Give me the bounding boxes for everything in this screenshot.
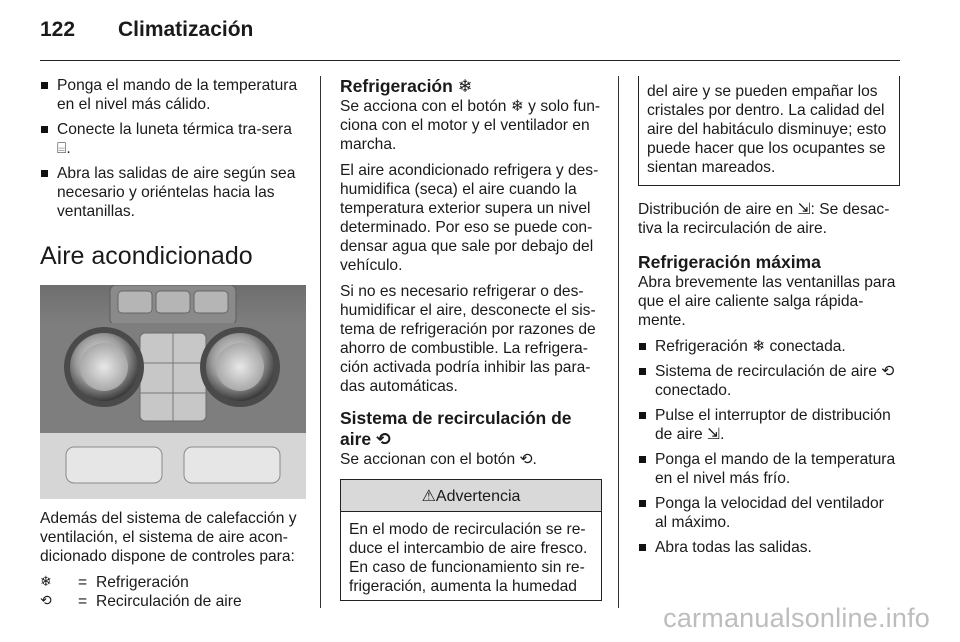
- column-2: [340, 76, 602, 601]
- recirculation-icon: ⟲: [40, 593, 52, 609]
- warning-continuation-text: del aire y se pueden empañar los cristales por dentro. La calidad del aire del habitáculo disminuye; esto puede hacer que los ocupantes se sientan mareados.: [647, 83, 887, 176]
- list-item: Pulse el interruptor de distribución de aire ⇲.: [638, 406, 900, 444]
- paragraph: Se acciona con el botón ❄ y solo fun-ciona con el motor y el ventilador en marcha.: [340, 98, 601, 153]
- page-number: 122: [40, 18, 76, 41]
- legend-label: Recirculación de aire: [96, 593, 242, 610]
- heading-recirculacion: Sistema de recirculación de aire ⟲: [340, 408, 572, 449]
- warning-continuation-box: [638, 76, 900, 186]
- column-1: [40, 76, 306, 611]
- legend-row: [40, 573, 306, 592]
- page-header: [40, 16, 900, 61]
- symbol-legend: [40, 573, 306, 611]
- intro-paragraph: Además del sistema de calefacción y ventilación, el sistema de aire acon-dicionado dispone de controles para:: [40, 510, 297, 565]
- heading-refrigeracion: Refrigeración ❄: [340, 76, 473, 96]
- heading-refrigeracion-maxima: Refrigeración máxima: [638, 252, 821, 272]
- bullet-list-heating: [40, 76, 306, 221]
- paragraph: El aire acondicionado refrigera y des-humidifica (seca) el aire cuando la temperatura exterior supera un nivel determinado. Por eso se puede con-densar agua que sale por debajo del vehículo.: [340, 162, 599, 274]
- list-item: Conecte la luneta térmica tra-sera ⌸.: [40, 120, 306, 158]
- column-3: [638, 76, 900, 563]
- list-item: Ponga la velocidad del ventilador al máximo.: [638, 494, 900, 532]
- watermark: carmanualsonline.info: [663, 603, 930, 633]
- paragraph: Abra brevemente las ventanillas para que el aire caliente salga rápida-mente.: [638, 274, 896, 329]
- warning-box: [340, 479, 602, 601]
- paragraph: Distribución de aire en ⇲: Se desac-tiva la recirculación de aire.: [638, 201, 890, 237]
- list-item: Refrigeración ❄ conectada.: [638, 337, 900, 356]
- list-item: Sistema de recirculación de aire ⟲ conectado.: [638, 362, 900, 400]
- snowflake-icon: ❄: [40, 574, 52, 590]
- list-item: Abra las salidas de aire según sea necesario y oriéntelas hacia las ventanillas.: [40, 164, 306, 221]
- legend-row: [40, 592, 306, 611]
- chapter-title: Climatización: [118, 18, 254, 41]
- climate-control-panel-photo: [40, 285, 306, 499]
- list-item: Ponga el mando de la temperatura en el nivel más cálido.: [40, 76, 306, 114]
- warning-text: En el modo de recirculación se re-duce el intercambio de aire fresco. En caso de funcionamiento sin re-frigeración, aumenta la humedad: [349, 521, 588, 595]
- section-heading-aire-acondicionado: Aire acondicionado: [40, 242, 253, 270]
- legend-equals: =: [78, 574, 88, 591]
- legend-equals: =: [78, 593, 88, 610]
- column-divider-1: [320, 76, 321, 608]
- legend-label: Refrigeración: [96, 574, 189, 591]
- warning-title: ⚠Advertencia: [341, 480, 601, 512]
- paragraph: Se accionan con el botón ⟲.: [340, 451, 537, 468]
- list-item: Ponga el mando de la temperatura en el nivel más frío.: [638, 450, 900, 488]
- list-item: Abra todas las salidas.: [638, 538, 900, 557]
- paragraph: Si no es necesario refrigerar o des-humidificar el aire, desconecte el sis-tema de refrigeración por razones de ahorro de combustible. La refrigera-ción activada podría inhibir las para-das automáticas.: [340, 283, 596, 395]
- bullet-list-max-cooling: [638, 337, 900, 557]
- column-divider-2: [618, 76, 619, 608]
